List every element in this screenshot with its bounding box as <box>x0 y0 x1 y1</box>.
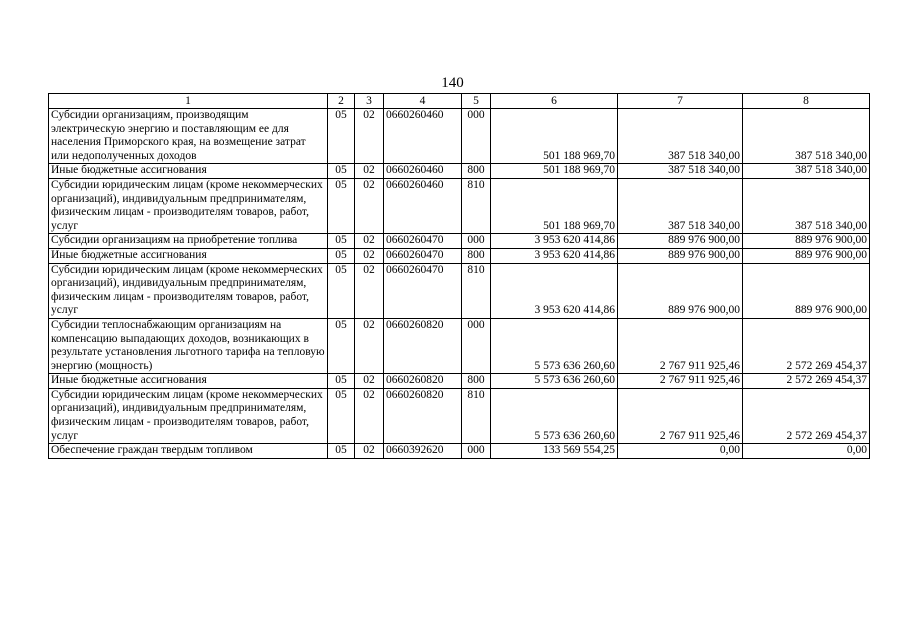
column-header: 1 <box>49 94 328 109</box>
amount-col-7: 2 767 911 925,46 <box>618 318 743 373</box>
target-article-code: 0660260460 <box>384 164 462 179</box>
table-row <box>49 178 870 233</box>
expense-type-code: 000 <box>462 318 491 373</box>
amount-col-8: 2 572 269 454,37 <box>743 374 870 389</box>
row-name: Субсидии организациям на приобретение топлива <box>49 234 328 249</box>
row-name: Субсидии юридическим лицам (кроме некоммерческих организаций), индивидуальным предпринимателям, физическим лицам - производителям товаров, работ, услуг <box>49 178 328 233</box>
amount-col-6: 501 188 969,70 <box>491 109 618 164</box>
amount-col-8: 387 518 340,00 <box>743 164 870 179</box>
column-header: 5 <box>462 94 491 109</box>
column-header: 8 <box>743 94 870 109</box>
amount-col-8: 2 572 269 454,37 <box>743 318 870 373</box>
expense-type-code: 810 <box>462 263 491 318</box>
subsection-code: 02 <box>355 263 384 318</box>
table-row <box>49 248 870 263</box>
amount-col-8: 889 976 900,00 <box>743 234 870 249</box>
subsection-code: 02 <box>355 374 384 389</box>
section-code: 05 <box>328 109 355 164</box>
target-article-code: 0660260460 <box>384 109 462 164</box>
subsection-code: 02 <box>355 178 384 233</box>
row-name: Субсидии теплоснабжающим организациям на компенсацию выпадающих доходов, возникающих в результате установления льготного тарифа на тепловую энергию (мощность) <box>49 318 328 373</box>
column-header: 7 <box>618 94 743 109</box>
amount-col-6: 501 188 969,70 <box>491 164 618 179</box>
target-article-code: 0660260820 <box>384 374 462 389</box>
target-article-code: 0660260470 <box>384 263 462 318</box>
subsection-code: 02 <box>355 109 384 164</box>
amount-col-6: 3 953 620 414,86 <box>491 248 618 263</box>
amount-col-7: 2 767 911 925,46 <box>618 374 743 389</box>
subsection-code: 02 <box>355 164 384 179</box>
amount-col-8: 387 518 340,00 <box>743 109 870 164</box>
amount-col-6: 3 953 620 414,86 <box>491 234 618 249</box>
section-code: 05 <box>328 374 355 389</box>
row-name: Иные бюджетные ассигнования <box>49 248 328 263</box>
amount-col-6: 5 573 636 260,60 <box>491 388 618 443</box>
amount-col-8: 0,00 <box>743 444 870 459</box>
expense-type-code: 800 <box>462 374 491 389</box>
amount-col-8: 889 976 900,00 <box>743 248 870 263</box>
target-article-code: 0660260820 <box>384 318 462 373</box>
amount-col-6: 501 188 969,70 <box>491 178 618 233</box>
amount-col-8: 889 976 900,00 <box>743 263 870 318</box>
header-row <box>49 94 870 109</box>
amount-col-6: 133 569 554,25 <box>491 444 618 459</box>
section-code: 05 <box>328 178 355 233</box>
table-row <box>49 318 870 373</box>
section-code: 05 <box>328 318 355 373</box>
table-row <box>49 263 870 318</box>
expense-type-code: 810 <box>462 178 491 233</box>
section-code: 05 <box>328 388 355 443</box>
table-row <box>49 444 870 459</box>
table-row <box>49 109 870 164</box>
expense-type-code: 810 <box>462 388 491 443</box>
row-name: Субсидии юридическим лицам (кроме некоммерческих организаций), индивидуальным предпринимателям, физическим лицам - производителям товаров, работ, услуг <box>49 388 328 443</box>
amount-col-7: 889 976 900,00 <box>618 234 743 249</box>
amount-col-6: 5 573 636 260,60 <box>491 374 618 389</box>
table-row <box>49 374 870 389</box>
amount-col-6: 5 573 636 260,60 <box>491 318 618 373</box>
table-row <box>49 388 870 443</box>
expense-type-code: 800 <box>462 164 491 179</box>
column-header: 6 <box>491 94 618 109</box>
row-name: Обеспечение граждан твердым топливом <box>49 444 328 459</box>
amount-col-7: 0,00 <box>618 444 743 459</box>
expense-type-code: 000 <box>462 109 491 164</box>
column-header: 4 <box>384 94 462 109</box>
table-row <box>49 234 870 249</box>
expense-type-code: 000 <box>462 444 491 459</box>
subsection-code: 02 <box>355 444 384 459</box>
row-name: Иные бюджетные ассигнования <box>49 374 328 389</box>
target-article-code: 0660260820 <box>384 388 462 443</box>
target-article-code: 0660260470 <box>384 248 462 263</box>
amount-col-8: 387 518 340,00 <box>743 178 870 233</box>
subsection-code: 02 <box>355 318 384 373</box>
amount-col-7: 387 518 340,00 <box>618 109 743 164</box>
amount-col-7: 889 976 900,00 <box>618 248 743 263</box>
section-code: 05 <box>328 263 355 318</box>
page-number: 140 <box>441 75 464 91</box>
target-article-code: 0660260460 <box>384 178 462 233</box>
section-code: 05 <box>328 248 355 263</box>
amount-col-7: 889 976 900,00 <box>618 263 743 318</box>
column-header: 3 <box>355 94 384 109</box>
section-code: 05 <box>328 444 355 459</box>
subsection-code: 02 <box>355 388 384 443</box>
amount-col-6: 3 953 620 414,86 <box>491 263 618 318</box>
row-name: Субсидии организациям, производящим электрическую энергию и поставляющим ее для населения Приморского края, на возмещение затрат или недополученных доходов <box>49 109 328 164</box>
row-name: Иные бюджетные ассигнования <box>49 164 328 179</box>
subsection-code: 02 <box>355 248 384 263</box>
expense-type-code: 000 <box>462 234 491 249</box>
section-code: 05 <box>328 234 355 249</box>
amount-col-8: 2 572 269 454,37 <box>743 388 870 443</box>
section-code: 05 <box>328 164 355 179</box>
column-header: 2 <box>328 94 355 109</box>
subsection-code: 02 <box>355 234 384 249</box>
amount-col-7: 2 767 911 925,46 <box>618 388 743 443</box>
amount-col-7: 387 518 340,00 <box>618 178 743 233</box>
target-article-code: 0660392620 <box>384 444 462 459</box>
table-row <box>49 164 870 179</box>
row-name: Субсидии юридическим лицам (кроме некоммерческих организаций), индивидуальным предпринимателям, физическим лицам - производителям товаров, работ, услуг <box>49 263 328 318</box>
expense-type-code: 800 <box>462 248 491 263</box>
target-article-code: 0660260470 <box>384 234 462 249</box>
amount-col-7: 387 518 340,00 <box>618 164 743 179</box>
budget-table <box>48 93 870 459</box>
